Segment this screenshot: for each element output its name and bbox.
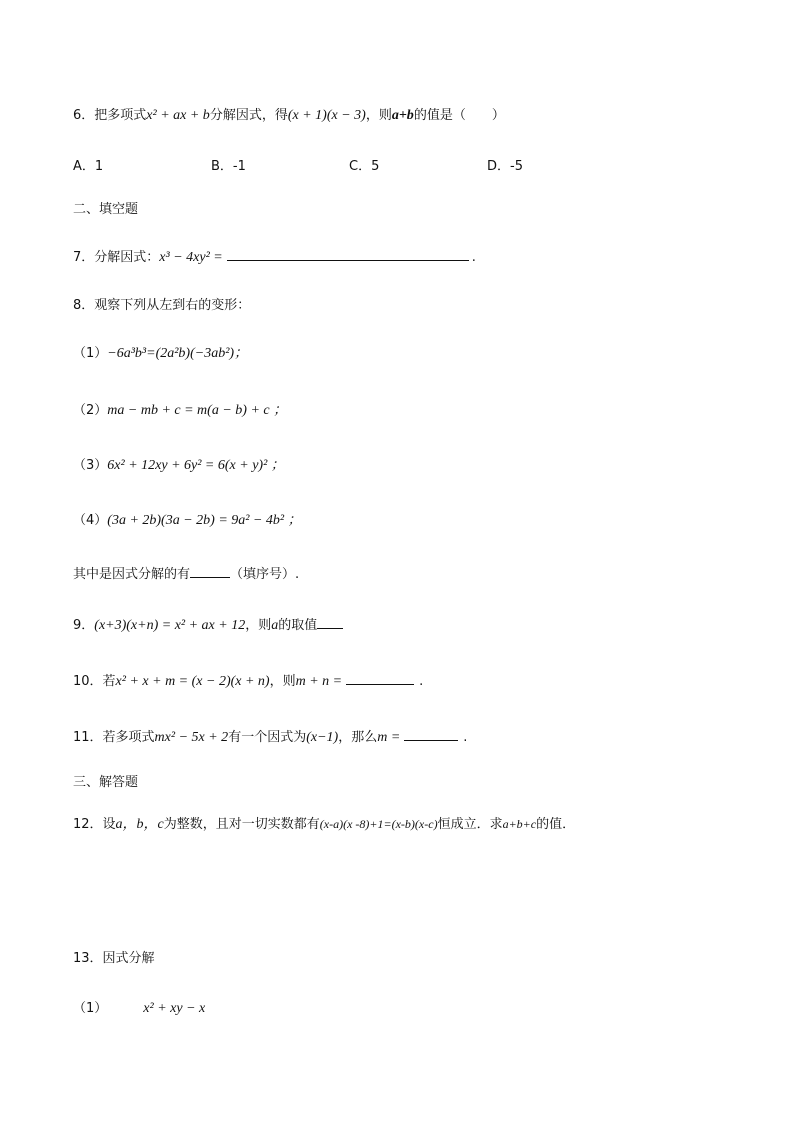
q8-item-2-num: （2）	[73, 403, 108, 418]
q12-mid: 为整数，且对一切实数都有	[163, 817, 320, 832]
q6-suffix: 的值是（ ）	[413, 108, 505, 123]
q6-option-c[interactable]: C．5	[349, 159, 380, 174]
q8-stem: 8．观察下列从左到右的变形：	[73, 298, 251, 313]
q11-expr2: (x−1)	[306, 730, 339, 745]
q11-prefix: 11．若多项式	[73, 730, 155, 745]
q6-option-d[interactable]: D．-5	[487, 159, 523, 174]
q8-tail	[73, 563, 299, 585]
q13-sub-1-num: （1）	[73, 1001, 108, 1016]
q6-option-b[interactable]: B．-1	[211, 159, 246, 174]
q12-expr2: a+b+c	[502, 817, 537, 831]
q13-sub-1-expr: x² + xy − x	[143, 1001, 206, 1016]
q12-expr: (x-a)(x -8)+1=(x-b)(x-c)	[319, 817, 438, 831]
q6-expr-sum: a+b	[391, 108, 414, 123]
q7-answer-blank[interactable]	[227, 246, 469, 261]
question-12	[73, 814, 575, 835]
q8-item-4	[73, 511, 302, 531]
question-9	[73, 614, 343, 636]
q7-expr: x³ − 4xy² =	[159, 250, 223, 265]
section-heading-fill-blank: 二、填空题	[73, 202, 139, 217]
q8-item-4-expr: (3a + 2b)(3a − 2b) = 9a² − 4b² ；	[107, 513, 302, 528]
q10-expr: x² + x + m = (x − 2)(x + n)	[115, 674, 270, 689]
section-heading-solve: 三、解答题	[73, 775, 139, 790]
q7-suffix: .	[471, 250, 476, 265]
q10-mid: ，则	[269, 674, 296, 689]
q9-suffix: 的取值	[278, 618, 318, 633]
q8-item-3-num: （3）	[73, 458, 108, 473]
q8-item-1-expr: −6a³b³=(2a²b)(−3ab²)；	[107, 346, 249, 361]
q8-answer-blank[interactable]	[190, 563, 230, 578]
q8-item-1	[73, 344, 248, 364]
question-11	[73, 726, 467, 748]
q8-item-2-expr: ma − mb + c = m(a − b) + c ；	[107, 403, 288, 418]
q11-expr3: m =	[377, 730, 401, 745]
question-7	[73, 246, 476, 268]
q9-answer-blank[interactable]	[317, 614, 343, 629]
q10-suffix: .	[419, 674, 424, 689]
q10-prefix: 10．若	[73, 674, 116, 689]
q9-mid: ，则	[245, 618, 272, 633]
q9-prefix: 9．	[73, 618, 95, 633]
q11-mid: 有一个因式为	[228, 730, 307, 745]
q13-sub-1	[73, 999, 205, 1019]
q6-option-a[interactable]: A．1	[73, 159, 104, 174]
question-10	[73, 670, 423, 692]
q13-stem: 13．因式分解	[73, 951, 155, 966]
q12-suffix: 的值．	[536, 817, 576, 832]
q6-prefix: 6．把多项式	[73, 108, 147, 123]
q8-tail-prefix: 其中是因式分解的有	[73, 567, 191, 582]
q6-mid: 分解因式，得	[209, 108, 288, 123]
q11-mid2: ，那么	[338, 730, 378, 745]
q11-expr: mx² − 5x + 2	[154, 730, 229, 745]
q12-mid2: 恒成立．求	[437, 817, 503, 832]
q8-item-4-num: （4）	[73, 513, 108, 528]
q9-expr: (x+3)(x+n) = x² + ax + 12	[94, 618, 246, 633]
q6-expr-polynomial: x² + ax + b	[146, 108, 210, 123]
q12-vars: a，b，c	[115, 817, 164, 832]
q10-answer-blank[interactable]	[346, 670, 414, 685]
q6-expr-factored: (x + 1)(x − 3)	[287, 108, 366, 123]
q11-suffix: .	[463, 730, 468, 745]
q8-tail-suffix: （填序号）.	[230, 567, 300, 582]
q8-item-1-num: （1）	[73, 346, 108, 361]
q12-prefix: 12．设	[73, 817, 116, 832]
q10-expr2: m + n =	[295, 674, 343, 689]
q11-answer-blank[interactable]	[404, 726, 458, 741]
q8-item-3-expr: 6x² + 12xy + 6y² = 6(x + y)² ；	[107, 458, 285, 473]
q8-item-3	[73, 456, 285, 476]
question-6	[73, 106, 505, 126]
q9-var: a	[271, 618, 279, 633]
q6-mid2: ，则	[365, 108, 392, 123]
q8-item-2	[73, 401, 287, 421]
q7-prefix: 7．分解因式：	[73, 250, 160, 265]
